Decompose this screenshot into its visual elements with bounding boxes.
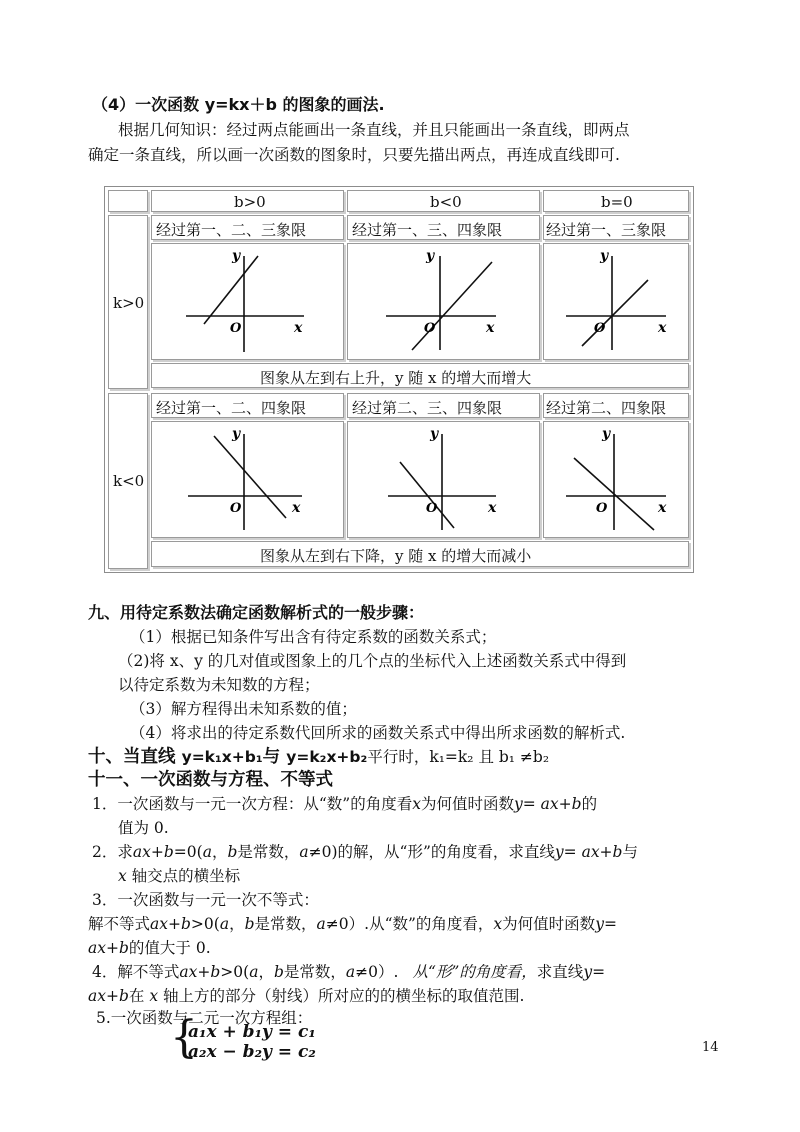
origin-label: O: [596, 501, 608, 516]
y-axis-label: y: [232, 248, 241, 264]
math-expr: ax+b: [132, 843, 174, 861]
item-3-line-1: [88, 912, 617, 934]
summary-text: 图象从左到右上升，y 随 x 的增大而增大: [260, 369, 532, 387]
section-4-title: （4）一次函数 y=kx＋b 的图象的画法.: [92, 95, 385, 114]
graph-k-pos-b-neg: [347, 243, 540, 360]
quadrant-cell: [151, 215, 344, 240]
section-9-step-2-cont: 以待定系数为未知数的方程；: [118, 676, 320, 694]
math-var: b: [244, 915, 255, 933]
math-var: a: [316, 915, 326, 933]
item-5-title: 5.一次函数与二元一次方程组：: [96, 1009, 313, 1027]
section-10-suffix: 平行时，k₁=k₂ 且 b₁ ≠b₂: [367, 748, 550, 766]
text: 4．解不等式: [92, 963, 180, 981]
header-label: b=0: [601, 193, 633, 211]
math-var: a: [202, 843, 212, 861]
section-9-step-3: （3）解方程得出未知系数的值；: [130, 700, 357, 718]
item-2-line-1: [92, 840, 638, 862]
graph-k-neg-b-neg: [347, 421, 540, 538]
text: 1．一次函数与一元一次方程：从“数”的角度看: [92, 795, 413, 813]
text: 为何值时函数: [420, 795, 514, 813]
text: >0(: [190, 915, 220, 933]
text: 的值大于 0.: [128, 939, 211, 957]
origin-label: O: [424, 321, 436, 336]
header-b-positive: [151, 190, 344, 212]
x-axis-label: x: [658, 320, 667, 336]
section-10-prefix: 十、当直线: [88, 747, 182, 767]
math-expr: y= ax+b: [554, 843, 623, 861]
row-label-cell-k-negative: [108, 393, 148, 569]
math-var: x: [149, 987, 159, 1005]
text: ≠0）.: [355, 963, 399, 981]
quadrant-text: 经过第二、四象限: [546, 399, 667, 417]
math-var: x: [118, 867, 127, 885]
x-axis-label: x: [294, 320, 303, 336]
item-1-line-2: 值为 0.: [118, 819, 169, 837]
math-var: b: [273, 963, 284, 981]
header-b-zero: [543, 190, 689, 212]
text: 为何值时函数: [502, 915, 596, 933]
section-11-title: 十一、一次函数与方程、不等式: [88, 770, 333, 790]
y-axis-label: y: [426, 248, 435, 264]
row-label-k-negative: k<0: [113, 472, 145, 490]
item-4-line-2: [88, 984, 524, 1006]
section-4-paragraph-line1: 根据几何知识：经过两点能画出一条直线，并且只能画出一条直线，即两点: [118, 121, 630, 139]
math-expr: ax+b: [88, 939, 129, 957]
system-equation-1: a₁x + b₁y = c₁: [188, 1022, 316, 1042]
text: ≠0）.从“数”的角度看，: [325, 915, 494, 933]
line-graph: [152, 422, 345, 539]
text: 在: [128, 987, 150, 1005]
math-expr: ax+b: [179, 963, 221, 981]
table-corner-cell: [108, 190, 148, 212]
text: 轴交点的横坐标: [126, 867, 241, 885]
section-10-eq2: y=k₂x+b₂: [286, 748, 368, 766]
item-4-line-1: [92, 960, 605, 982]
text: >0(: [220, 963, 250, 981]
math-expr: y=: [595, 915, 617, 933]
x-axis-label: x: [486, 320, 495, 336]
math-var: x: [493, 915, 503, 933]
line-graph: [544, 422, 690, 539]
math-var: a: [345, 963, 356, 981]
text: 的: [581, 795, 598, 813]
system-equation-2: a₂x − b₂y = c₂: [188, 1042, 316, 1062]
math-var: x: [412, 795, 421, 813]
system-brace: {: [170, 1012, 198, 1063]
math-var: b: [227, 843, 238, 861]
text: 与: [622, 843, 638, 861]
section-9-step-2: （2)将 x、y 的几对值或图象上的几个点的坐标代入上述函数关系式中得到: [118, 652, 627, 670]
text: 解不等式: [88, 915, 151, 933]
text: 轴上方的部分（射线）所对应的的横坐标的取值范围.: [158, 987, 525, 1005]
quadrant-text: 经过第一、二、三象限: [156, 221, 307, 239]
quadrant-cell: [347, 215, 540, 240]
line-graph: [348, 244, 541, 361]
item-2-line-2: [118, 864, 240, 886]
quadrant-cell: [347, 393, 540, 418]
origin-label: O: [594, 321, 606, 336]
quadrant-text: 经过第二、三、四象限: [352, 399, 503, 417]
section-4-paragraph-line2: 确定一条直线，所以画一次函数的图象时，只要先描出两点，再连成直线即可.: [88, 146, 620, 164]
line-graph: [544, 244, 690, 361]
section-9-step-1: （1）根据已知条件写出含有待定系数的函数关系式；: [130, 628, 497, 646]
math-var: a: [299, 843, 309, 861]
quadrant-text: 经过第一、三、四象限: [352, 221, 503, 239]
header-label: b>0: [234, 193, 266, 211]
y-axis-label: y: [602, 426, 611, 442]
graph-k-pos-b-pos: [151, 243, 344, 360]
text: 是常数，: [254, 915, 317, 933]
text: ，: [211, 843, 228, 861]
math-expr: y=: [583, 963, 606, 981]
text: 求直线: [536, 963, 584, 981]
item-3-line-2: [88, 936, 211, 958]
italic-text: 从“形”的角度看，: [412, 963, 537, 981]
math-var: a: [219, 915, 230, 933]
summary-cell-k-negative: [151, 541, 689, 567]
y-axis-label: y: [430, 426, 439, 442]
graph-k-neg-b-pos: [151, 421, 344, 538]
row-label-k-positive: k>0: [113, 294, 145, 312]
math-expr: ax+b: [150, 915, 191, 933]
page-number: 14: [702, 1040, 719, 1055]
header-b-negative: [347, 190, 540, 212]
y-axis-label: y: [600, 248, 609, 264]
section-9-step-4: （4）将求出的待定系数代回所求的函数关系式中得出所求函数的解析式.: [130, 724, 626, 742]
graph-k-pos-b-zero: [543, 243, 689, 360]
row-label-cell-k-positive: [108, 215, 148, 389]
text: =0(: [173, 843, 203, 861]
item-1-line-1: [92, 792, 597, 814]
graph-k-neg-b-zero: [543, 421, 689, 538]
y-axis-label: y: [232, 426, 241, 442]
section-10-mid: 与: [262, 747, 287, 767]
section-10-eq1: y=k₁x+b₁: [181, 748, 263, 766]
math-var: a: [249, 963, 259, 981]
quadrant-cell: [543, 393, 689, 418]
text: ≠0)的解，从“形”的角度看，求直线: [308, 843, 555, 861]
x-axis-label: x: [658, 500, 667, 516]
x-axis-label: x: [292, 500, 301, 516]
x-axis-label: x: [488, 500, 497, 516]
text: ，: [229, 915, 245, 933]
header-label: b<0: [430, 193, 462, 211]
text: ，: [258, 963, 274, 981]
origin-label: O: [230, 501, 242, 516]
linear-function-graph-table: [104, 186, 694, 573]
item-3-title: 3．一次函数与一元一次不等式：: [92, 891, 319, 909]
math-expr: ax+b: [88, 987, 129, 1005]
text: 2．求: [92, 843, 133, 861]
summary-cell-k-positive: [151, 363, 689, 388]
quadrant-text: 经过第一、三象限: [546, 221, 667, 239]
section-10-line: [88, 743, 549, 768]
line-graph: [348, 422, 541, 539]
section-9-title: 九、用待定系数法确定函数解析式的一般步骤：: [88, 603, 425, 622]
quadrant-cell: [543, 215, 689, 240]
text: 是常数，: [283, 963, 346, 981]
quadrant-cell: [151, 393, 344, 418]
origin-label: O: [426, 501, 438, 516]
quadrant-text: 经过第一、二、四象限: [156, 399, 307, 417]
line-graph: [152, 244, 345, 361]
math-expr: y= ax+b: [513, 795, 582, 813]
origin-label: O: [230, 321, 242, 336]
text: 是常数，: [237, 843, 300, 861]
summary-text: 图象从左到右下降，y 随 x 的增大而减小: [260, 547, 532, 565]
